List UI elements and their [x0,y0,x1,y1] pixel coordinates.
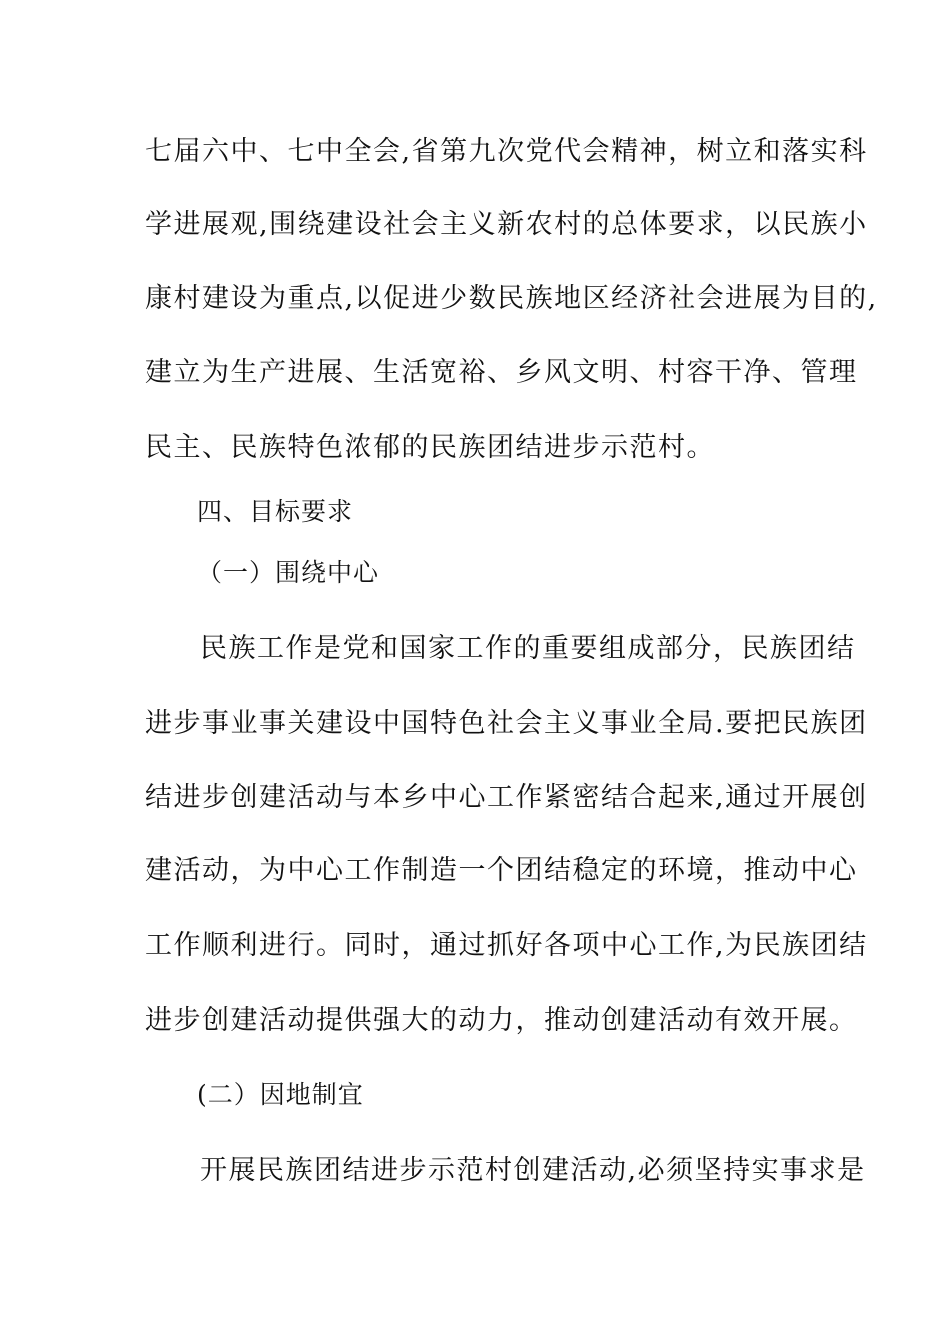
subsection-1-line-5: 工作顺利进行。同时，通过抓好各项中心工作,为民族团结 [145,930,868,961]
subsection-1-line-2: 进步事业事关建设中国特色社会主义事业全局.要把民族团 [145,708,868,739]
paragraph-1-line-5: 民主、民族特色浓郁的民族团结进步示范村。 [145,432,715,463]
subsection-1-line-3: 结进步创建活动与本乡中心工作紧密结合起来,通过开展创 [145,782,868,813]
subsection-2-line-1: 开展民族团结进步示范村创建活动,必须坚持实事求是 [200,1155,866,1186]
subsection-1-line-6: 进步创建活动提供强大的动力，推动创建活动有效开展。 [145,1005,858,1036]
section-4-title: 四、目标要求 [197,497,354,526]
paragraph-1-line-2: 学进展观,围绕建设社会主义新农村的总体要求，以民族小 [145,209,868,240]
subsection-1-title: （一）围绕中心 [197,558,380,587]
paragraph-1-line-3: 康村建设为重点,以促进少数民族地区经济社会进展为目的, [145,283,878,314]
subsection-1-line-1: 民族工作是党和国家工作的重要组成部分，民族团结 [200,633,856,664]
subsection-1-line-4: 建活动，为中心工作制造一个团结稳定的环境，推动中心 [145,855,858,886]
subsection-2-title: (二）因地制宜 [197,1080,364,1109]
paragraph-1-line-1: 七届六中、七中全会,省第九次党代会精神，树立和落实科 [145,136,868,167]
paragraph-1-line-4: 建立为生产进展、生活宽裕、乡风文明、村容干净、管理 [145,357,858,388]
